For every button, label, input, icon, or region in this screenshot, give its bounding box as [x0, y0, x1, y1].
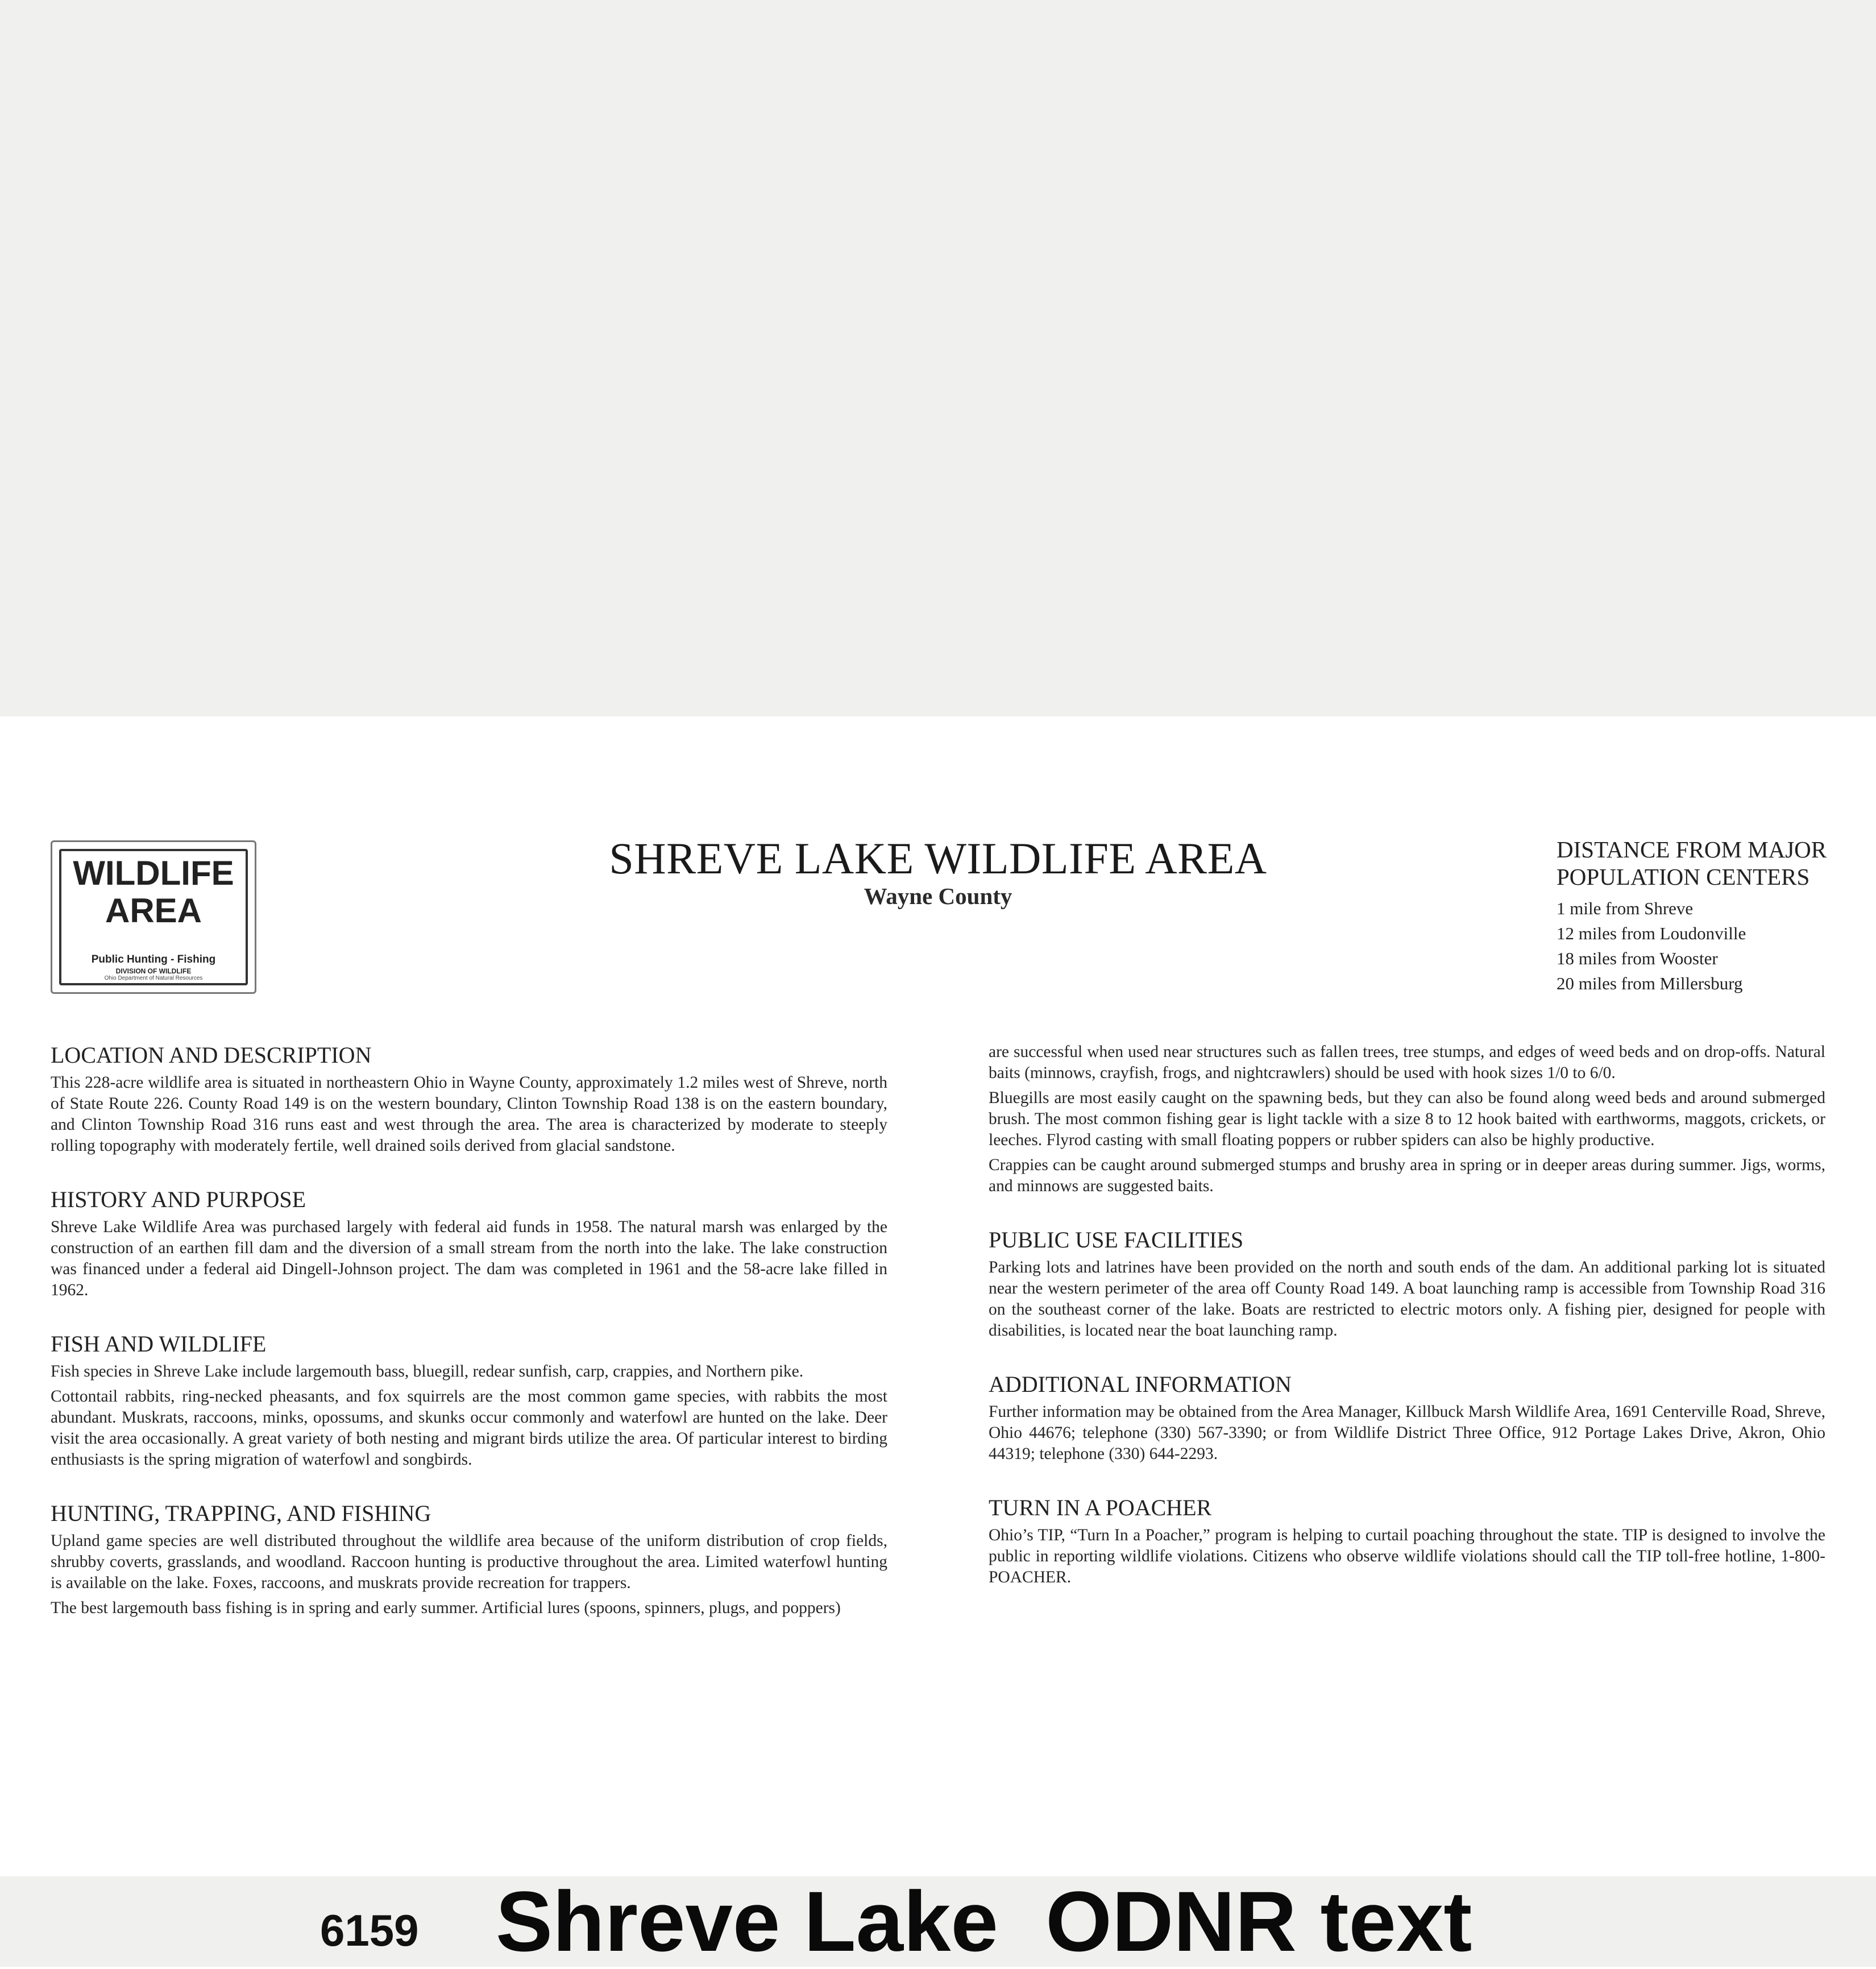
section-paragraph: Crappies can be caught around submerged stumps and brushy area in spring or in deeper areas during summer. Jigs, worms, and minnows are suggested baits. [989, 1156, 1825, 1195]
top-blank-band [0, 0, 1876, 716]
distance-item: 12 miles from Loudonville [1557, 923, 1746, 943]
section-heading: HUNTING, TRAPPING, AND FISHING [51, 1500, 431, 1526]
sign-title [61, 855, 246, 930]
section-heading: TURN IN A POACHER [989, 1495, 1212, 1520]
distance-item: 18 miles from Wooster [1557, 948, 1718, 968]
section-heading: ADDITIONAL INFORMATION [989, 1371, 1292, 1397]
section-paragraph: This 228-acre wildlife area is situated in northeastern Ohio in Wayne County, approximately 1.2 miles west of Shreve, north of State Route 226. County Road 149 is on the western boundary, Clinton Township Road 138 is on the eastern boundary, and Clinton Township Road 316 runs east and west through the area. The area is characterized by moderate to steeply rolling topography with moderately fertile, well drained soils derived from glacial sandstone. [51, 1073, 887, 1155]
section-heading: HISTORY AND PURPOSE [51, 1187, 306, 1212]
wildlife-area-sign-logo [51, 840, 256, 994]
footer-number: 6159 [320, 1905, 419, 1955]
section-heading: PUBLIC USE FACILITIES [989, 1227, 1244, 1253]
right-column [989, 1042, 1825, 1618]
distance-panel [1557, 836, 1852, 996]
section-paragraph: Ohio’s TIP, “Turn In a Poacher,” program is helping to curtail poaching throughout the state. TIP is designed to involve the public in reporting wildlife violations. Citizens who observe wildlife violations should call the TIP toll-free hotline, 1-800-POACHER. [989, 1526, 1825, 1586]
section-paragraph: The best largemouth bass fishing is in spring and early summer. Artificial lures (spoons, spinners, plugs, and poppers) [51, 1599, 841, 1617]
section-paragraph: Upland game species are well distributed throughout the wildlife area because of the uniform distribution of crop fields, shrubby coverts, grasslands, and woodland. Raccoon hunting is productive throughout the area. Limited waterfowl hunting is available on the lake. Foxes, raccoons, and muskrats provide recreation for trappers. [51, 1532, 887, 1592]
section-paragraph: Parking lots and latrines have been provided on the north and south ends of the dam. An additional parking lot is situated near the western perimeter of the area off County Road 149. A boat launching ramp is accessible from Township Road 316 on the southeast corner of the lake. Boats are restricted to electric motors only. A fishing pier, designed for people with disabilities, is located near the boat launching ramp. [989, 1258, 1825, 1340]
section-paragraph: Further information may be obtained from the Area Manager, Killbuck Marsh Wildlife Area, 1691 Centerville Road, Shreve, Ohio 44676; telephone (330) 567-3390; or from Wildlife District Three Office, 912 Portage Lakes Drive, Akron, Ohio 44319; telephone (330) 644-2293. [989, 1403, 1825, 1463]
sign-department-text: Ohio Department of Natural Resources [104, 975, 203, 981]
distance-heading-line1: DISTANCE FROM MAJOR [1557, 836, 1827, 863]
section-turn-in-poacher [989, 1494, 1825, 1588]
sign-division-text: DIVISION OF WILDLIFE [115, 967, 192, 975]
sign-title-line1: WILDLIFE [73, 854, 234, 892]
section-paragraph: are successful when used near structures such as fallen trees, tree stumps, and edges of weed beds and on drop-offs. Natural baits (minnows, crayfish, frogs, and nightcrawlers) should be used with hook sizes 1/0 to 6/0. [989, 1043, 1825, 1082]
section-paragraph: Bluegills are most easily caught on the spawning beds, but they can also be found along weed beds and around submerged brush. The most common fishing gear is light tackle with a size 8 to 12 hook baited with earthworms, maggots, crickets, or leeches. Flyrod casting with small floating poppers or rubber spiders can also be highly productive. [989, 1089, 1825, 1149]
section-additional-info [989, 1371, 1825, 1465]
sign-title-line2: AREA [105, 892, 202, 930]
section-paragraph: Shreve Lake Wildlife Area was purchased largely with federal aid funds in 1958. The natural marsh was enlarged by the construction of an earthen fill dam and the diversion of a small stream from the north into the lake. The lake construction was financed under a federal aid Dingell-Johnson project. The dam was completed in 1961 and the 58-acre lake filled in 1962. [51, 1218, 887, 1299]
left-column [51, 1042, 887, 1648]
distance-item: 20 miles from Millersburg [1557, 973, 1743, 993]
section-hunting-continued [989, 1042, 1825, 1197]
section-heading: FISH AND WILDLIFE [51, 1331, 267, 1357]
footer-title: Shreve Lake ODNR text [496, 1873, 1472, 1969]
section-facilities [989, 1226, 1825, 1341]
distance-item: 1 mile from Shreve [1557, 898, 1694, 918]
section-paragraph: Cottontail rabbits, ring-necked pheasants, and fox squirrels are the most common game species, with rabbits the most abundant. Muskrats, raccoons, minks, opossums, and skunks occur commonly and waterfowl are hunted on the lake. Deer visit the area occasionally. A great variety of both nesting and migrant birds utilize the area. Of particular interest to birding enthusiasts is the spring migration of waterfowl and songbirds. [51, 1387, 887, 1469]
distance-heading-line2: POPULATION CENTERS [1557, 864, 1810, 890]
section-history [51, 1186, 887, 1301]
section-paragraph: Fish species in Shreve Lake include largemouth bass, bluegill, redear sunfish, carp, crappies, and Northern pike. [51, 1362, 804, 1381]
section-hunting [51, 1500, 887, 1619]
page-title: SHREVE LAKE WILDLIFE AREA [609, 834, 1267, 883]
section-fish-wildlife [51, 1330, 887, 1470]
distance-heading [1557, 836, 1852, 890]
section-heading: LOCATION AND DESCRIPTION [51, 1042, 372, 1068]
sign-border [59, 849, 248, 985]
page-subtitle: Wayne County [864, 883, 1012, 909]
section-location [51, 1042, 887, 1156]
sign-public-hunting-text: Public Hunting - Fishing [91, 954, 216, 965]
